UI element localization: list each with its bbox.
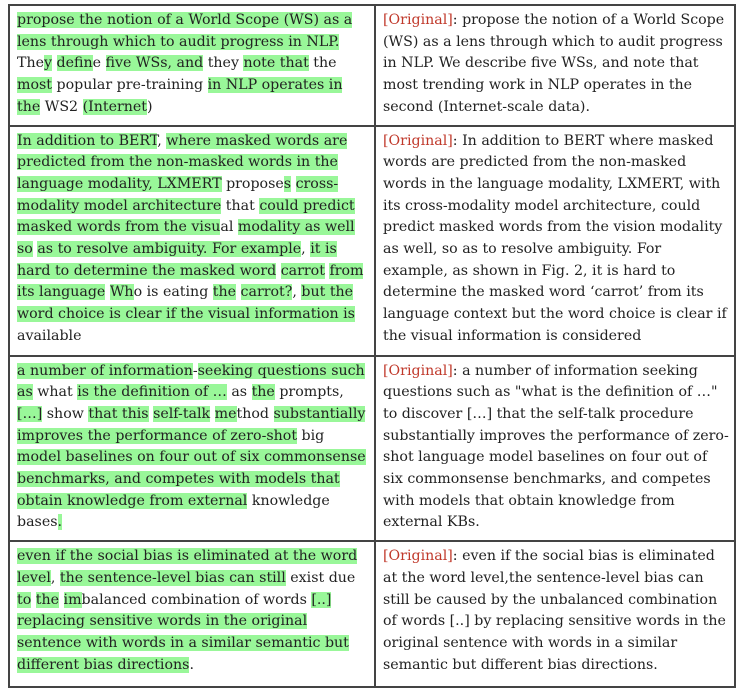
- text-segment: knowledge bases: [17, 492, 330, 531]
- comparison-table: [8, 4, 736, 688]
- text-segment: that: [221, 197, 260, 214]
- highlighted-segment: most: [17, 77, 52, 94]
- text-segment: al: [220, 219, 238, 236]
- highlighted-segment: in NLP operates in the: [17, 77, 343, 115]
- generated-text-cell: [9, 5, 375, 126]
- text-segment: ,: [301, 241, 311, 258]
- generated-text-cell: [9, 541, 375, 687]
- highlighted-segment: defin: [56, 55, 93, 72]
- original-tag: [Original]: [383, 132, 453, 149]
- text-segment: The: [17, 55, 44, 72]
- text-segment: prompts,: [274, 384, 344, 401]
- highlighted-segment: seeking questions such as: [17, 362, 365, 401]
- text-segment: ,: [50, 569, 60, 586]
- text-segment: ): [147, 98, 153, 115]
- text-segment: [52, 55, 57, 71]
- text-segment: e: [92, 55, 106, 72]
- text-segment: ,: [157, 132, 167, 149]
- highlighted-segment: the: [212, 284, 237, 301]
- highlighted-segment: carrot?: [240, 284, 293, 301]
- highlighted-segment: even if the social bias is eliminated at the word level: [17, 548, 358, 586]
- highlighted-segment: substantially improves the performance of zero-shot: [17, 405, 366, 444]
- text-segment: balanced combination of words: [81, 591, 312, 608]
- text-segment: [210, 406, 215, 422]
- original-text: : a number of information seeking questions such as "what is the definition of …" to discover […] that the self-talk procedure substantially improves the performance of zero-shot language model baselines on four out of six commonsense benchmarks, and competes with models that obtain knowledge from external KBs.: [383, 362, 729, 531]
- text-segment: exist due: [285, 569, 356, 586]
- highlighted-segment: .: [57, 514, 63, 531]
- text-segment: [236, 284, 241, 300]
- original-tag: [Original]: [383, 548, 453, 565]
- highlighted-segment: (Internet: [82, 98, 148, 115]
- text-segment: the: [308, 55, 337, 72]
- generated-text-cell: [9, 126, 375, 356]
- highlighted-segment: it is hard to determine the masked word: [17, 241, 337, 279]
- highlighted-segment: Wh: [109, 284, 134, 301]
- highlighted-segment: to: [17, 591, 32, 608]
- highlighted-segment: self-talk: [153, 405, 211, 422]
- table-row: [9, 541, 735, 687]
- highlighted-segment: note that: [243, 55, 309, 72]
- highlighted-segment: modality as well: [237, 219, 355, 236]
- original-text: : even if the social bias is eliminated at the word level,the sentence-level bias can still be caused by the unbalanced combination of words [..] by replacing sensitive words in the original sentence with words in a similar semantic but different bias directions.: [383, 548, 726, 673]
- original-tag: [Original]: [383, 362, 453, 379]
- text-segment: show: [42, 405, 89, 422]
- text-segment: what: [32, 384, 78, 401]
- highlighted-segment: model baselines on four out of six commonsense benchmarks, and competes with models that obtain knowledge from external: [17, 449, 366, 509]
- text-segment: thod: [236, 405, 274, 422]
- highlighted-segment: where masked words are predicted from the non-masked words in the language modality, LXMERT: [17, 132, 348, 192]
- highlighted-segment: five WSs, and: [105, 55, 204, 72]
- original-text: : In addition to BERT where masked words are predicted from the non-masked words in the language modality, LXMERT, with its cross-modality model architecture, could predict masked words from the vision modality as well, so as to resolve ambiguity. For example, as shown in Fig. 2, it is hard to determine the masked word ‘carrot’ from its language context but the word choice is clear if the visual information is considered: [383, 132, 727, 344]
- highlighted-segment: me: [214, 405, 237, 422]
- original-text: : propose the notion of a World Scope (WS) as a lens through which to audit progress in NLP. We describe five WSs, and note that most trending work in NLP operates in the second (Internet-scale data).: [383, 12, 725, 115]
- text-segment: .: [189, 656, 194, 673]
- highlighted-segment: y: [44, 55, 53, 72]
- highlighted-segment: [..]: [311, 591, 332, 608]
- highlighted-segment: s: [283, 175, 292, 192]
- text-segment: WS2: [40, 98, 83, 115]
- highlighted-segment: that this: [88, 405, 149, 422]
- highlighted-segment: In addition to BERT: [17, 132, 158, 149]
- highlighted-segment: as to resolve ambiguity. For example: [37, 241, 302, 258]
- highlighted-segment: from its language: [17, 262, 364, 301]
- highlighted-segment: propose the notion of a World Scope (WS) as a lens through which to audit progress in NLP.: [17, 12, 353, 50]
- highlighted-segment: is the definition of …: [77, 384, 227, 401]
- highlighted-segment: could predict masked words from the visu: [17, 197, 355, 236]
- table-row: [9, 356, 735, 542]
- text-segment: [59, 592, 64, 608]
- text-segment: popular pre-training: [51, 77, 208, 94]
- original-text-cell: [375, 5, 735, 126]
- highlighted-segment: the: [35, 591, 60, 608]
- highlighted-segment: a number of information: [17, 362, 193, 379]
- highlighted-segment: the: [251, 384, 275, 401]
- original-text-cell: [375, 126, 735, 356]
- text-segment: available: [17, 327, 82, 344]
- highlighted-segment: but the word choice is clear if the visual information is: [17, 284, 355, 323]
- table-row: [9, 5, 735, 126]
- text-segment: as: [226, 384, 252, 401]
- original-text-cell: [375, 541, 735, 687]
- highlighted-segment: im: [63, 591, 82, 608]
- highlighted-segment: carrot: [280, 262, 325, 279]
- highlighted-segment: cross-modality model architecture: [17, 175, 339, 214]
- text-segment: big: [297, 427, 325, 444]
- highlighted-segment: so: [17, 241, 33, 258]
- text-segment: [291, 176, 296, 192]
- table-row: [9, 126, 735, 356]
- highlighted-segment: replacing sensitive words in the original sentence with words in a similar semantic but different bias directions: [17, 613, 349, 673]
- original-text-cell: [375, 356, 735, 542]
- highlighted-segment: the sentence-level bias can still: [59, 569, 286, 586]
- text-segment: they: [203, 55, 244, 72]
- generated-text-cell: [9, 356, 375, 542]
- text-segment: propose: [221, 175, 284, 192]
- highlighted-segment: […]: [17, 405, 43, 422]
- text-segment: -: [192, 362, 198, 379]
- original-tag: [Original]: [383, 12, 453, 28]
- text-segment: o is eating: [133, 284, 213, 301]
- text-segment: ,: [292, 284, 302, 301]
